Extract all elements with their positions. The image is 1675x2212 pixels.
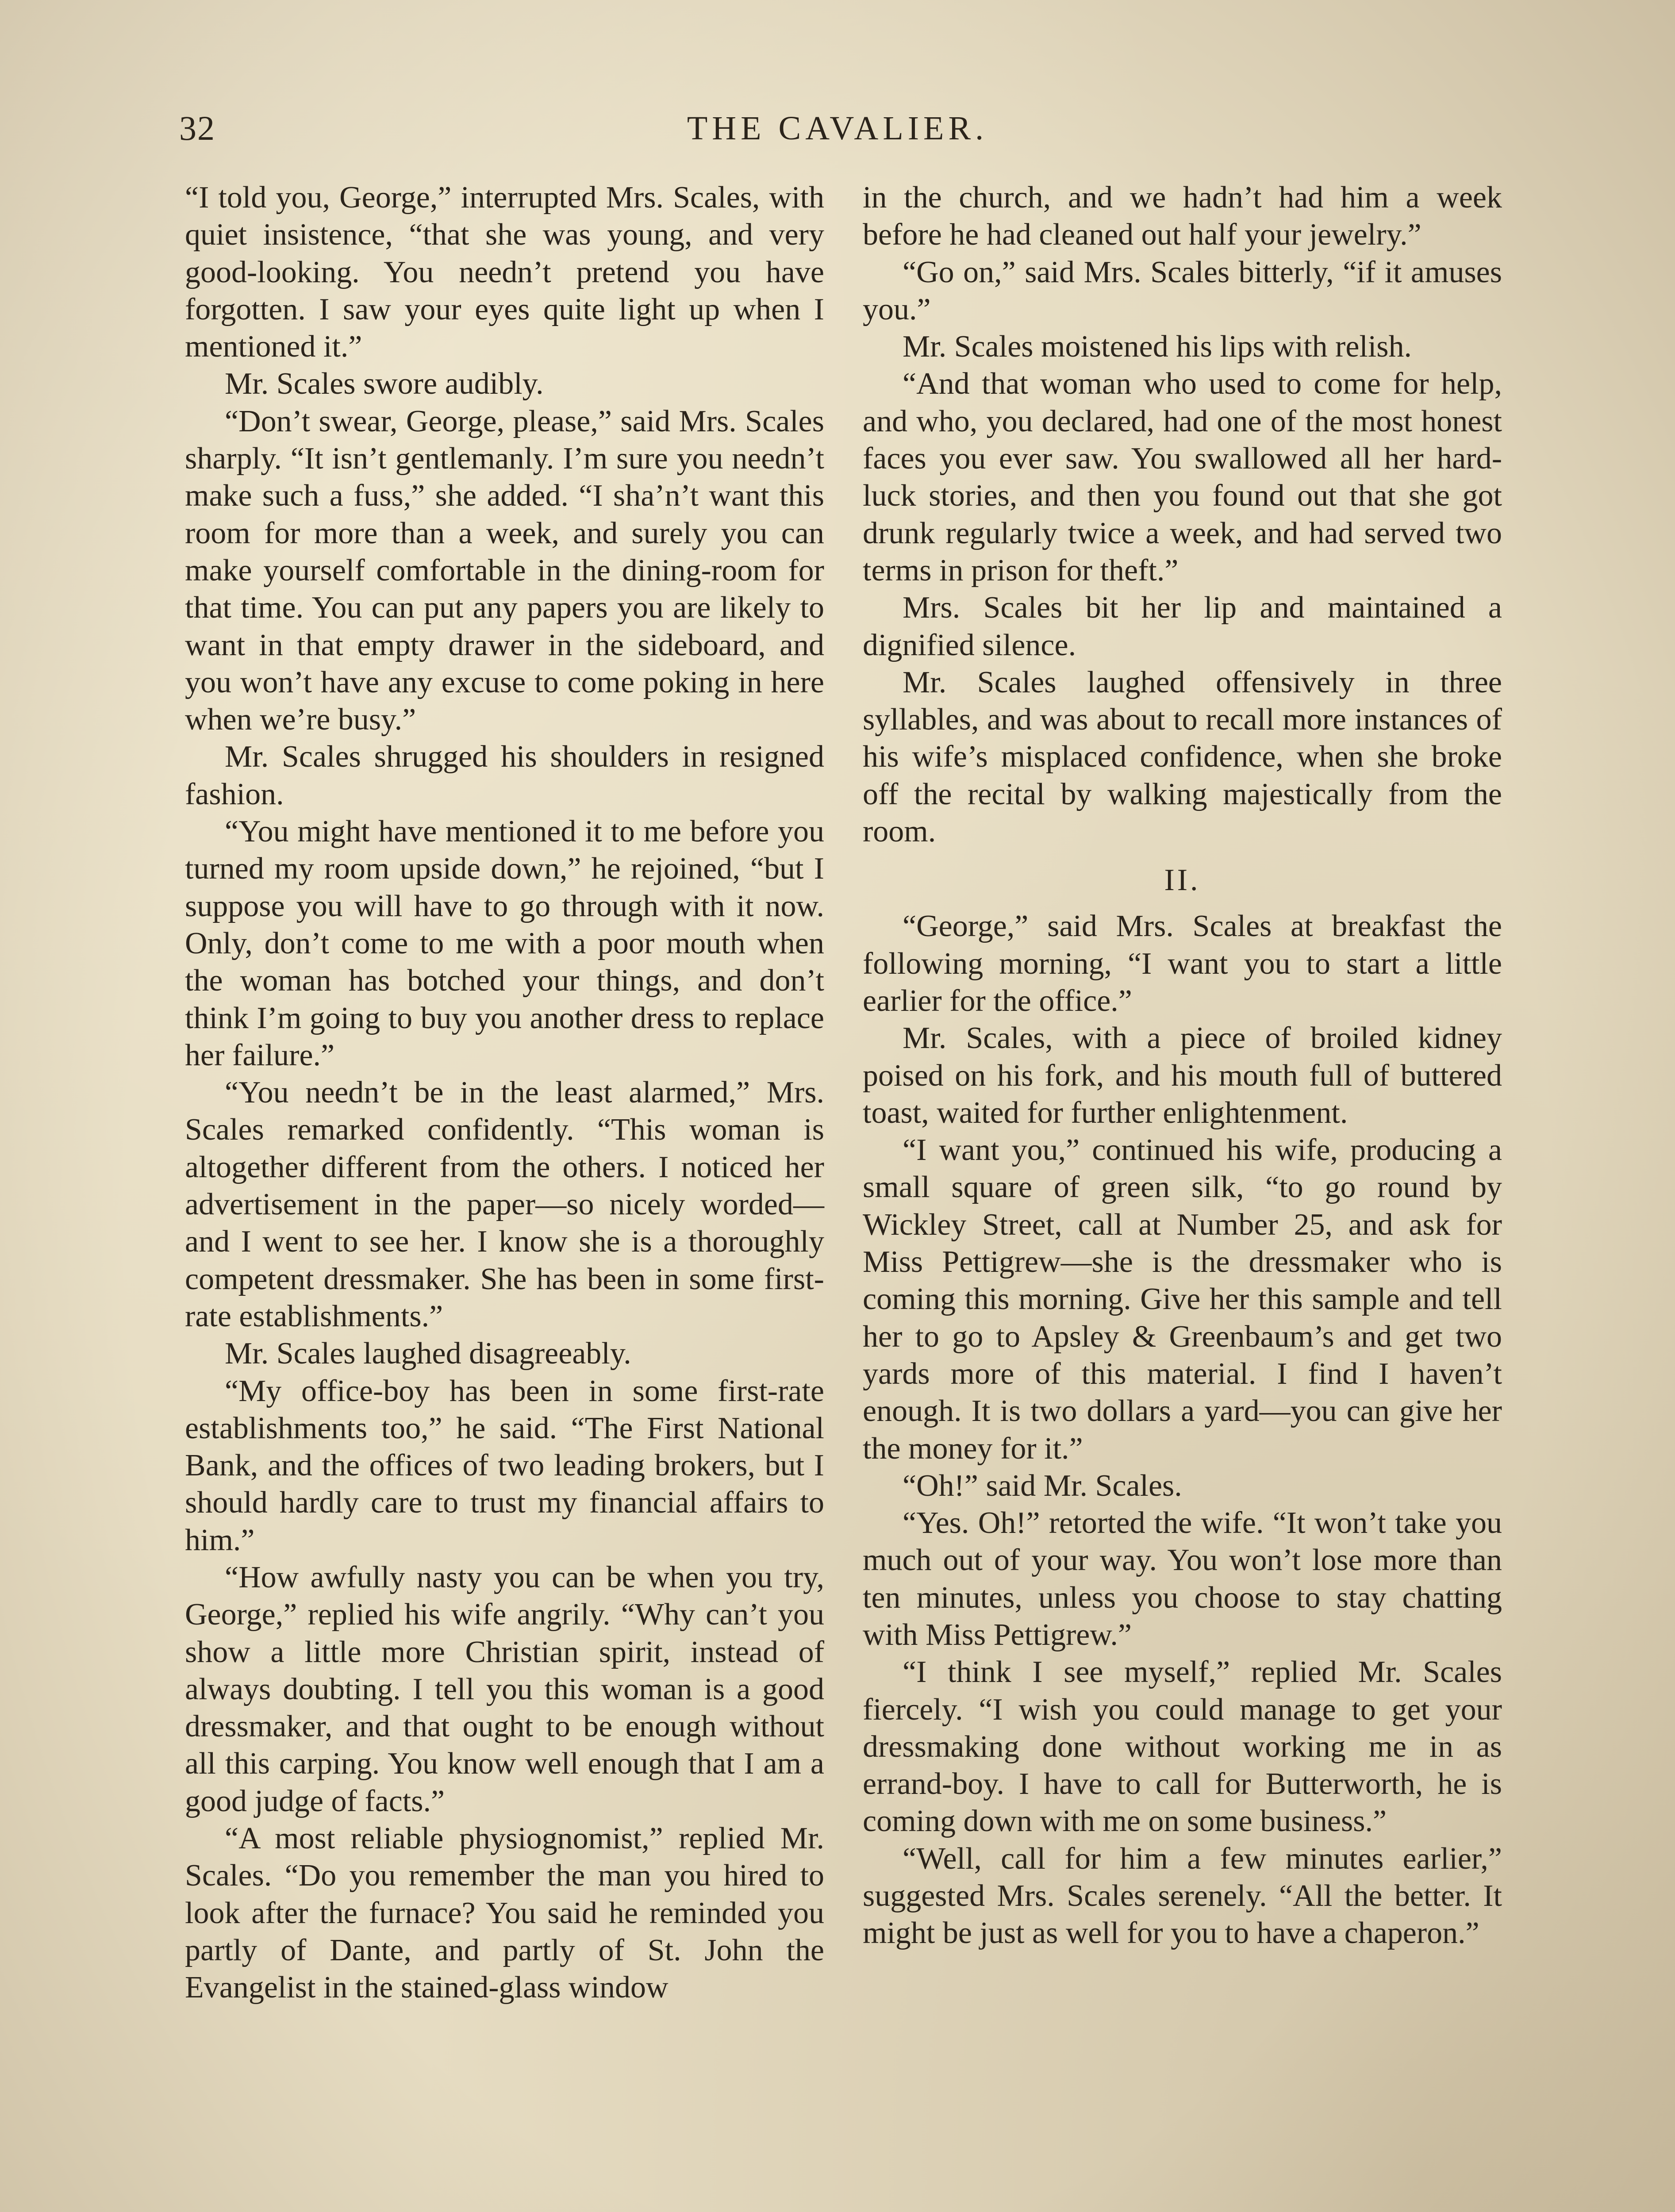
paragraph: “My office-boy has been in some first-rate establishments too,” he said. “The First National Bank, and the offices of two leading brokers, but I should hardly care to trust my financial affairs to him.” bbox=[185, 1374, 824, 1557]
paragraph: “Go on,” said Mrs. Scales bitterly, “if it amuses you.” bbox=[863, 255, 1502, 326]
paragraph: “I told you, George,” interrupted Mrs. Scales, with quiet insistence, “that she was young, and very good-looking. You needn’t pretend you have forgotten. I saw your eyes quite light up when I mentioned it.” bbox=[185, 180, 824, 364]
left-column bbox=[185, 179, 824, 2007]
page-header bbox=[0, 0, 1675, 168]
paragraph: “George,” said Mrs. Scales at breakfast the following morning, “I want you to start a little earlier for the office.” bbox=[863, 909, 1502, 1018]
paragraph: “You needn’t be in the least alarmed,” Mrs. Scales remarked confidently. “This woman is altogether different from the others. I noticed her advertisement in the paper—so nicely worded—and I went to see her. I know she is a thoroughly competent dressmaker. She has been in some first-rate establishments.” bbox=[185, 1075, 824, 1333]
running-head: THE CAVALIER. bbox=[687, 110, 988, 147]
paragraph: Mr. Scales laughed disagreeably. bbox=[225, 1336, 631, 1371]
paragraph: in the church, and we hadn’t had him a week before he had cleaned out half your jewelry.” bbox=[863, 180, 1502, 252]
paragraph: “Don’t swear, George, please,” said Mrs. Scales sharply. “It isn’t gentlemanly. I’m sure you needn’t make such a fuss,” she added. “I sha’n’t want this room for more than a week, and surely you can make yourself comfortable in the dining-room for that time. You can put any papers you are likely to want in that empty drawer in the sideboard, and you won’t have any excuse to come poking in here when we’re busy.” bbox=[185, 404, 824, 737]
paragraph: “You might have mentioned it to me before you turned my room upside down,” he rejoined, “but I suppose you will have to go through with it now. Only, don’t come to me with a poor mouth when the woman has botched your things, and don’t think I’m going to buy you another dress to replace her failure.” bbox=[185, 814, 824, 1072]
paragraph: “Well, call for him a few minutes earlier,” suggested Mrs. Scales serenely. “All the better. It might be just as well for you to have a chaperon.” bbox=[863, 1841, 1502, 1951]
paragraph: “I think I see myself,” replied Mr. Scales fiercely. “I wish you could manage to get your dressmaking done without working me in as errand-boy. I have to call for Butterworth, he is coming down with me on some business.” bbox=[863, 1655, 1502, 1839]
paragraph: “And that woman who used to come for help, and who, you declared, had one of the most honest faces you ever saw. You swallowed all her hard-luck stories, and then you found out that she got drunk regularly twice a week, and had served two terms in prison for theft.” bbox=[863, 367, 1502, 588]
paragraph: “A most reliable physiognomist,” replied Mr. Scales. “Do you remember the man you hired to look after the furnace? You said he reminded you partly of Dante, and partly of St. John the Evangelist in the stained-glass window bbox=[185, 1821, 824, 2005]
page-number: 32 bbox=[179, 109, 215, 147]
paragraph: Mr. Scales swore audibly. bbox=[225, 367, 544, 401]
paragraph: “Oh!” said Mr. Scales. bbox=[903, 1468, 1182, 1503]
paragraph: Mr. Scales laughed offensively in three syllables, and was about to recall more instances of his wife’s misplaced confidence, when she broke off the recital by walking majestically from the room. bbox=[863, 665, 1502, 849]
paragraph: “How awfully nasty you can be when you try, George,” replied his wife angrily. “Why can’t you show a little more Christian spirit, instead of always doubting. I tell you this woman is a good dressmaker, and that ought to be enough without all this carping. You know well enough that I am a good judge of facts.” bbox=[185, 1560, 824, 1818]
section-heading: II. bbox=[1164, 863, 1201, 898]
paragraph: “I want you,” continued his wife, producing a small square of green silk, “to go round by Wickley Street, call at Number 25, and ask for Miss Pettigrew—she is the dressmaker who is coming this morning. Give her this sample and tell her to go to Apsley & Greenbaum’s and get two yards more of this material. I find I haven’t enough. It is two dollars a yard—you can give her the money for it.” bbox=[863, 1133, 1502, 1466]
paragraph: Mrs. Scales bit her lip and maintained a dignified silence. bbox=[863, 591, 1502, 662]
right-column bbox=[863, 179, 1502, 1952]
paragraph: Mr. Scales, with a piece of broiled kidney poised on his fork, and his mouth full of buttered toast, waited for further enlightenment. bbox=[863, 1021, 1502, 1130]
paragraph: Mr. Scales moistened his lips with relish. bbox=[903, 330, 1412, 364]
paragraph: “Yes. Oh!” retorted the wife. “It won’t take you much out of your way. You won’t lose more than ten minutes, unless you choose to stay chatting with Miss Pettigrew.” bbox=[863, 1506, 1502, 1652]
paragraph: Mr. Scales shrugged his shoulders in resigned fashion. bbox=[185, 740, 824, 811]
